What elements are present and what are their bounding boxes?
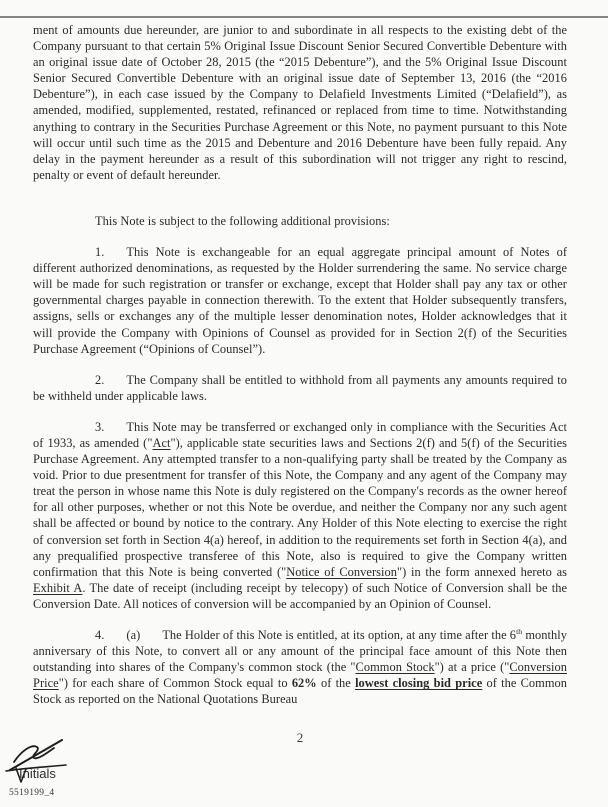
paragraph xyxy=(33,372,567,404)
paragraph-number: 1. xyxy=(95,245,105,260)
initials-signature-block xyxy=(4,738,94,806)
text-run: lowest closing bid price xyxy=(355,676,483,691)
text-run: ") at a price (" xyxy=(434,660,510,675)
text-run: Exhibit A xyxy=(33,580,83,595)
page-number: 2 xyxy=(296,730,304,745)
paragraph xyxy=(33,244,567,357)
initials-label: Initials xyxy=(19,766,56,781)
text-run: This Note may be transferred or exchanged only in compliance with the Securities Act of 1933, as amended (" xyxy=(33,419,567,450)
paragraph xyxy=(33,419,567,612)
page-top-rule xyxy=(0,16,608,18)
document-number: 5519199_4 xyxy=(9,788,55,798)
text-run: "), applicable state securities laws and Sections 2(f) and 5(f) of the Securities Purchase Agreement. Any attempted transfer to a non-qualifying party shall be treated by the Company as void. Prior to due presentment for transfer of this Note, the Company and any agent of the Company may treat the person in whose name this Note is duly registered on the Company's records as the owner hereof for all other purposes, whether or not this Note be overdue, and neither the Company nor any such agent shall be affected or bound by notice to the contrary. Any Holder of this Note electing to exercise the right of conversion set forth in Section 4(a) hereof, in addition to the requirements set forth in Section 4(a), and any prequalified prospective transferee of this Note, also is required to give the Company written confirmation that this Note is being converted (" xyxy=(33,435,567,579)
text-run: Notice of Conversion xyxy=(286,564,397,579)
paragraph xyxy=(33,213,567,229)
text-run: ") for each share of Common Stock equal to xyxy=(58,676,292,691)
text-run: This Note is exchangeable for an equal aggregate principal amount of Notes of different authorized denominations, as requested by the Holder surrendering the same. No service charge will be made for such registration or transfer or exchange, except that Holder shall pay any tax or other governmental charges payable in connection therewith. To the extent that Holder subsequently transfers, assigns, sells or exchanges any of the multiple lesser denomination notes, Holder acknowledges that it will provide the Company with Opinions of Counsel as provided for in Section 2(f) of the Securities Purchase Agreement (“Opinions of Counsel”). xyxy=(33,245,567,356)
paragraph-number: 4. xyxy=(95,628,105,642)
text-run: of the Common Stock as reported on the National Quotations Bureau xyxy=(33,676,568,707)
text-run: th xyxy=(516,626,523,636)
text-run: 62% xyxy=(291,676,317,691)
text-run: Act xyxy=(152,435,171,450)
paragraph xyxy=(33,627,567,707)
text-run: ") in the form annexed hereto as xyxy=(397,564,567,579)
text-run: The Holder of this Note is entitled, at its option, at any time after the 6 xyxy=(162,628,517,642)
text-run: of the xyxy=(316,676,356,691)
text-run: Conversion Price xyxy=(33,660,567,691)
paragraph-number: 2. xyxy=(95,372,105,387)
text-run: monthly anniversary of this Note, to convert all or any amount of the principal face amount of this Note then outstanding into shares of the Company's common stock (the " xyxy=(33,628,567,675)
text-run: . The date of receipt (including receipt by telecopy) of such Notice of Conversion shall be the Conversion Date. All notices of conversion will be accompanied by an Opinion of Counsel. xyxy=(33,580,568,611)
document-body xyxy=(33,22,567,707)
text-run: ment of amounts due hereunder, are junior to and subordinate in all respects to the existing debt of the Company pursuant to that certain 5% Original Issue Discount Senior Secured Convertible Debenture with an original issue date of October 28, 2015 (the “2015 Debenture”), and the 5% Original Issue Discount Senior Secured Convertible Debenture with an original issue date of September 13, 2016 (the “2016 Debenture”), in each case issued by the Company to Delafield Investments Limited (“Delafield”), as amended, modified, supplemented, restated, refinanced or replaced from time to time. Notwithstanding anything to contrary in the Securities Purchase Agreement or this Note, no payment pursuant to this Note will occur until such time as the 2015 and Debenture and 2016 Debenture have been fully repaid. Any delay in the payment hereunder as a result of this subordination will not trigger any right to rescind, penalty or event of default hereunder. xyxy=(33,23,567,182)
text-run: This Note is subject to the following additional provisions: xyxy=(95,213,390,228)
text-run: Common Stock xyxy=(355,660,435,675)
paragraph-number: 3. xyxy=(95,419,105,434)
paragraph-number: (a) xyxy=(126,628,141,642)
text-run: The Company shall be entitled to withhold from all payments any amounts required to be withheld under applicable laws. xyxy=(33,372,567,403)
paragraph xyxy=(33,22,567,183)
